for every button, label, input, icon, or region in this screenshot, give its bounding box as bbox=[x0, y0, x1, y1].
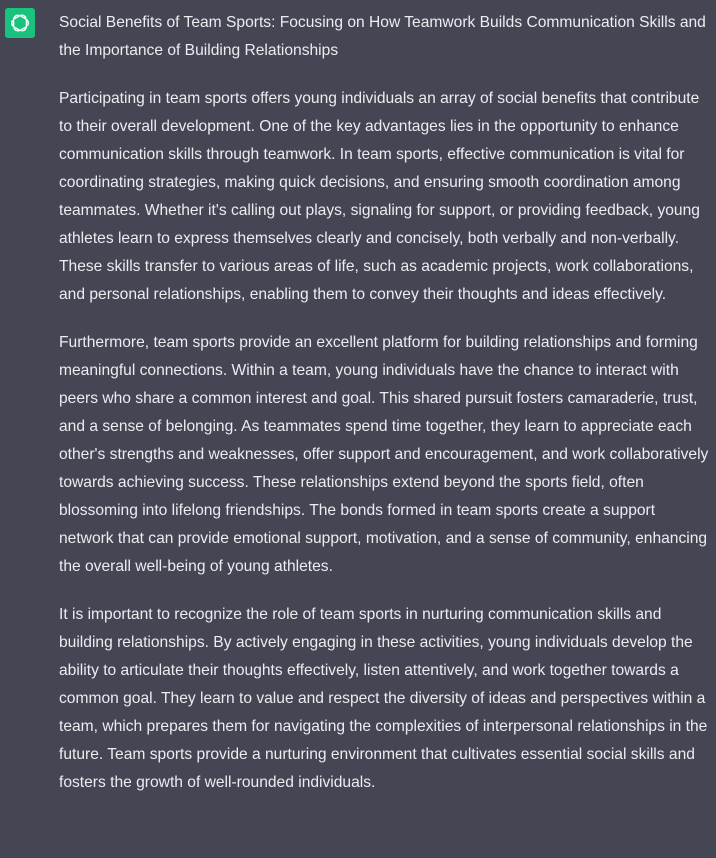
openai-logo-icon bbox=[9, 12, 31, 34]
message-paragraph-2: Furthermore, team sports provide an excellent platform for building relationships and forming meaningful connections. Within a team, young individuals have the chance to interact with peers who share a common interest and goal. This shared pursuit fosters camaraderie, trust, and a sense of belonging. As teammates spend time together, they learn to appreciate each other's strengths and weaknesses, offer support and encouragement, and work collaboratively towards achieving success. These relationships extend beyond the sports field, often blossoming into lifelong friendships. The bonds formed in team sports create a support network that can provide emotional support, motivation, and a sense of community, enhancing the overall well-being of young athletes. bbox=[59, 334, 709, 575]
message-paragraph-3: It is important to recognize the role of team sports in nurturing communication skills and building relationships. By actively engaging in these activities, young individuals develop the ability to articulate their thoughts effectively, listen attentively, and work together towards a common goal. They learn to value and respect the diversity of ideas and perspectives within a team, which prepares them for navigating the complexities of interpersonal relationships in the future. Team sports provide a nurturing environment that cultivates essential social skills and fosters the growth of well-rounded individuals. bbox=[59, 606, 708, 791]
message-title: Social Benefits of Team Sports: Focusing on How Teamwork Builds Communication Skills and the Importance of Building Relationships bbox=[59, 14, 706, 59]
assistant-message bbox=[59, 9, 713, 797]
assistant-avatar bbox=[5, 8, 35, 38]
message-paragraph-1: Participating in team sports offers young individuals an array of social benefits that contribute to their overall development. One of the key advantages lies in the opportunity to enhance communication skills through teamwork. In team sports, effective communication is vital for coordinating strategies, making quick decisions, and ensuring smooth coordination among teammates. Whether it's calling out plays, signaling for support, or providing feedback, young athletes learn to express themselves clearly and concisely, both verbally and non-verbally. These skills transfer to various areas of life, such as academic projects, work collaborations, and personal relationships, enabling them to convey their thoughts and ideas effectively. bbox=[59, 90, 700, 303]
